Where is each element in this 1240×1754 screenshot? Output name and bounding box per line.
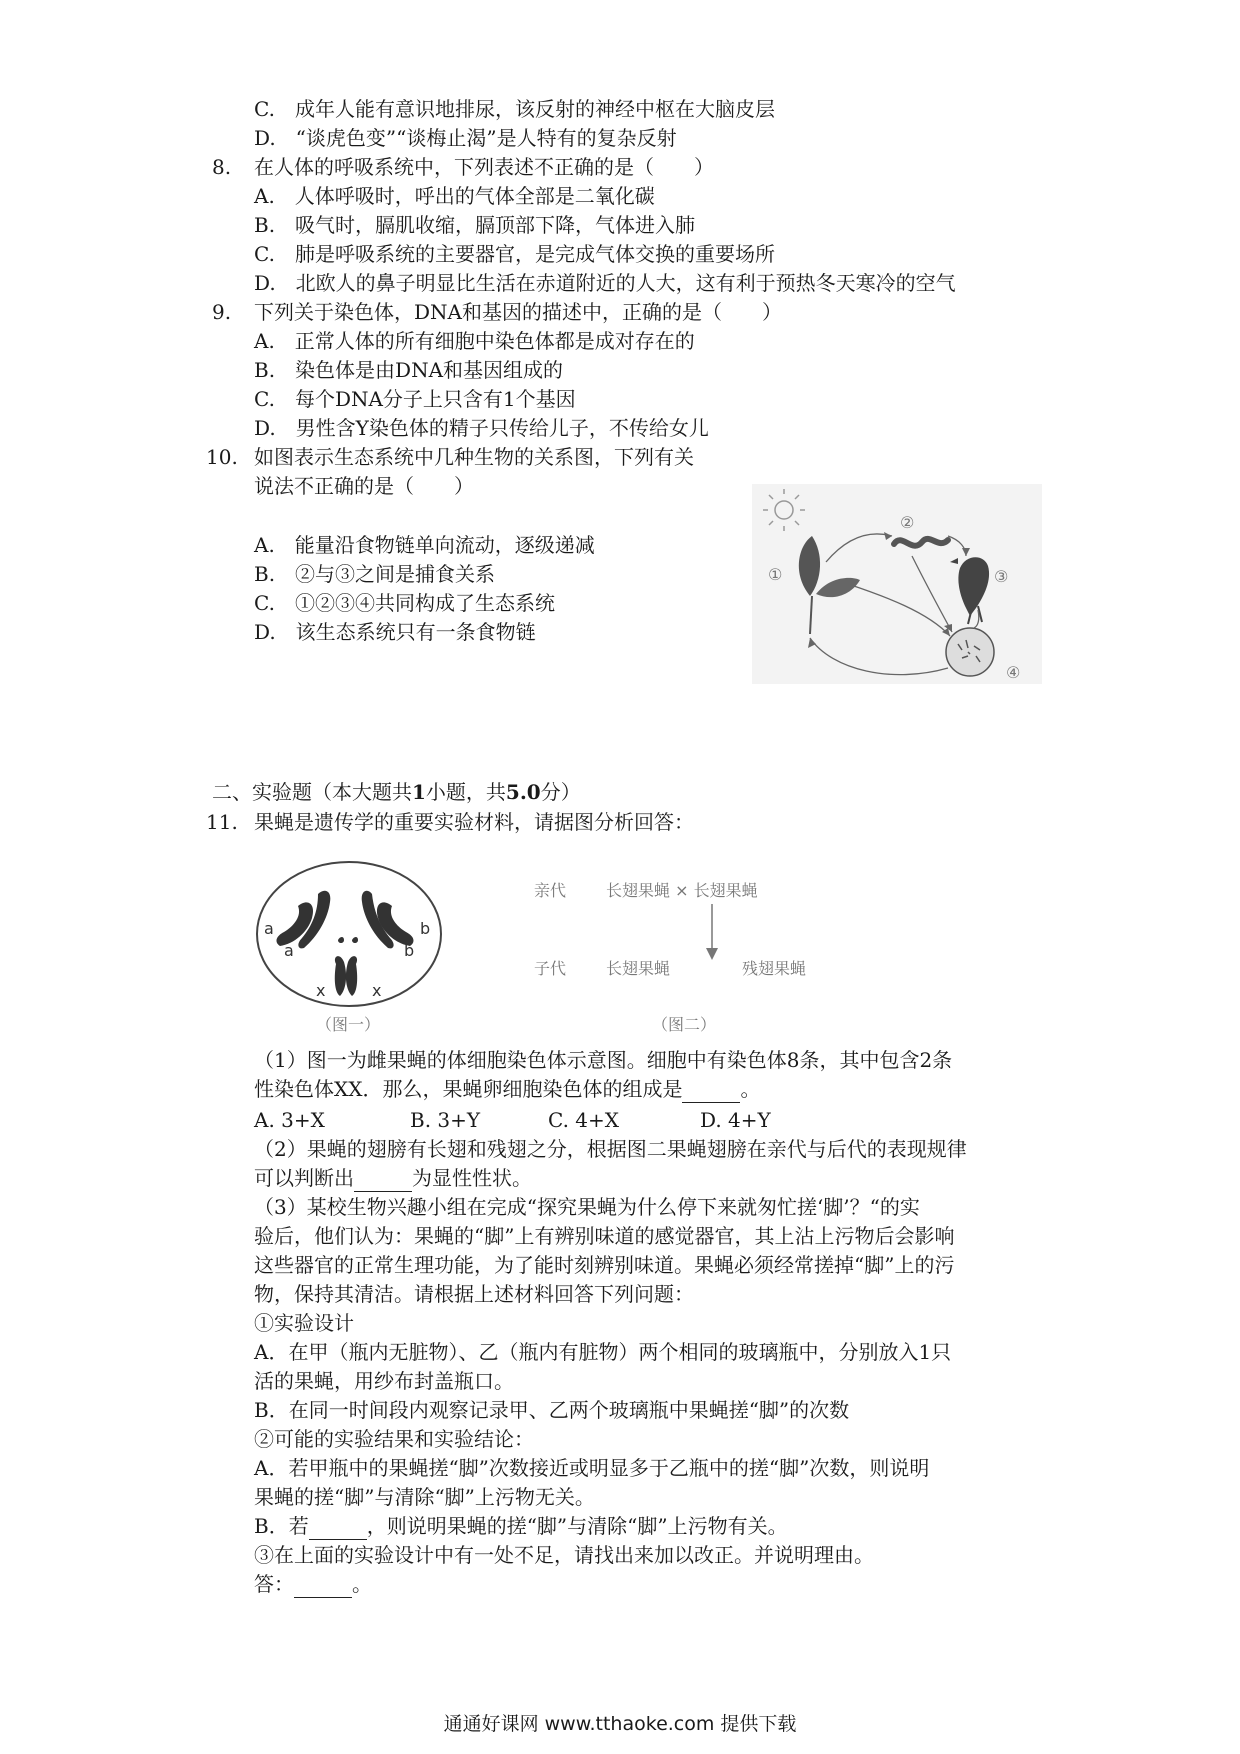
- choice-c: C. 4+X: [548, 1108, 620, 1132]
- choice-b: B. 3+Y: [410, 1108, 481, 1132]
- answer-blank-2[interactable]: [354, 1171, 412, 1192]
- section-question-count: 1: [412, 780, 426, 804]
- label-3: ③: [994, 567, 1009, 586]
- answer-prefix: 答：: [254, 1572, 294, 1596]
- q8-option-b: B. 吸气时，膈肌收缩，膈顶部下降，气体进入肺: [254, 213, 696, 237]
- q9-stem: 下列关于染色体，DNA和基因的描述中，正确的是（ ）: [254, 300, 782, 324]
- q10-option-a: A. 能量沿食物链单向流动，逐级递减: [254, 533, 595, 557]
- q11-part2-text: 可以判断出: [254, 1166, 354, 1190]
- q9-option-d: D. 男性含Y染色体的精子只传给儿子，不传给女儿: [254, 416, 709, 440]
- q8-stem: 在人体的呼吸系统中，下列表述不正确的是（ ）: [254, 155, 714, 179]
- design-a-line2: 活的果蝇，用纱布封盖瓶口。: [254, 1369, 514, 1393]
- offspring-vestigial-wing: 残翅果蝇: [742, 959, 807, 978]
- q8-option-c: C. 肺是呼吸系统的主要器官，是完成气体交换的重要场所: [254, 242, 775, 266]
- q11-number: 11.: [206, 810, 238, 834]
- section-heading-suffix: 分）: [540, 780, 581, 804]
- q8-option-a: A. 人体呼吸时，呼出的气体全部是二氧化碳: [254, 184, 655, 208]
- section-heading: [212, 778, 581, 806]
- result-b-text: B．若: [254, 1514, 309, 1538]
- section-heading-mid: 小题，共: [425, 780, 506, 804]
- q11-part1-line2: [254, 1075, 760, 1103]
- q10-stem-line1: 如图表示生态系统中几种生物的关系图，下列有关: [254, 445, 694, 469]
- q11-part3-line2: 验后，他们认为：果蝇的“脚”上有辨别味道的感觉器官，其上沾上污物后会影响: [254, 1224, 955, 1248]
- decomposer-icon: [946, 628, 994, 676]
- q10-stem-line2: 说法不正确的是（ ）: [254, 474, 474, 498]
- offspring-label: 子代: [534, 959, 567, 978]
- q9-option-b: B. 染色体是由DNA和基因组成的: [254, 358, 564, 382]
- result-a-line1: A．若甲瓶中的果蝇搓“脚”次数接近或明显多于乙瓶中的搓“脚”次数，则说明: [254, 1456, 930, 1480]
- q11-part1-line1: （1）图一为雌果蝇的体细胞染色体示意图。细胞中有染色体8条，其中包含2条: [254, 1048, 953, 1072]
- section-score: 5.0: [505, 780, 541, 804]
- figure-1-chromosomes: [254, 858, 444, 1036]
- parent-cross: 长翅果蝇 × 长翅果蝇: [606, 881, 758, 900]
- answer-end: 。: [352, 1572, 372, 1596]
- gene-label-a1: a: [264, 919, 274, 938]
- q10-option-c: C. ①②③④共同构成了生态系统: [254, 591, 555, 615]
- chromosome-label-x2: x: [372, 981, 382, 1000]
- chromosomes: [277, 891, 414, 996]
- q11-stem: 果蝇是遗传学的重要实验材料，请据图分析回答：: [254, 810, 694, 834]
- choice-a: A. 3+X: [254, 1108, 325, 1132]
- answer-line: [254, 1570, 372, 1598]
- q8-option-d: D. 北欧人的鼻子明显比生活在赤道附近的人大，这有利于预热冬天寒冷的空气: [254, 271, 956, 295]
- figure-2-caption: （图二）: [652, 1015, 717, 1034]
- parent-label: 亲代: [534, 881, 567, 900]
- q11-part1-text: 性染色体XX．那么，果蝇卵细胞染色体的组成是: [254, 1077, 683, 1101]
- q11-part2-line2: [254, 1164, 532, 1192]
- q10-number: 10.: [206, 445, 238, 469]
- result-title: ②可能的实验结果和实验结论：: [254, 1427, 534, 1451]
- q9-option-c: C. 每个DNA分子上只含有1个基因: [254, 387, 576, 411]
- improve-question: ③在上面的实验设计中有一处不足，请找出来加以改正。并说明理由。: [254, 1543, 874, 1567]
- q9-option-a: A. 正常人体的所有细胞中染色体都是成对存在的: [254, 329, 695, 353]
- ecosystem-diagram: [752, 484, 1042, 684]
- q9-number: 9.: [212, 300, 232, 324]
- q10-option-d: D. 该生态系统只有一条食物链: [254, 620, 536, 644]
- q11-part1-end: 。: [740, 1077, 761, 1101]
- answer-blank-1[interactable]: [682, 1082, 740, 1103]
- label-4: ④: [1006, 663, 1021, 682]
- label-2: ②: [900, 513, 915, 532]
- design-a-line1: A．在甲（瓶内无脏物）、乙（瓶内有脏物）两个相同的玻璃瓶中，分别放入1只: [254, 1340, 952, 1364]
- label-1: ①: [768, 565, 783, 584]
- section-heading-prefix: 二、实验题（本大题共: [212, 780, 412, 804]
- q10-option-b: B. ②与③之间是捕食关系: [254, 562, 496, 586]
- q11-part3-line4: 物，保持其清洁。请根据上述材料回答下列问题：: [254, 1282, 694, 1306]
- figure-2-cross: [520, 868, 840, 1036]
- answer-blank-4[interactable]: [294, 1577, 352, 1598]
- answer-blank-3[interactable]: [309, 1519, 367, 1540]
- gene-label-b1: b: [420, 919, 431, 938]
- q11-part2-end: 为显性性状。: [412, 1166, 532, 1190]
- cross-arrowhead: [706, 948, 718, 960]
- figure-1-caption: （图一）: [316, 1015, 381, 1034]
- q8-number: 8.: [212, 155, 232, 179]
- offspring-long-wing: 长翅果蝇: [606, 959, 671, 978]
- result-b-end: ，则说明果蝇的搓“脚”与清除“脚”上污物有关。: [366, 1514, 788, 1538]
- q11-part3-line3: 这些器官的正常生理功能，为了能时刻辨别味道。果蝇必须经常搓掉“脚”上的污: [254, 1253, 955, 1277]
- q7-option-d: D. “谈虎色变”“谈梅止渴”是人特有的复杂反射: [254, 126, 677, 150]
- gene-label-a2: a: [284, 941, 294, 960]
- q11-part3-line1: （3）某校生物兴趣小组在完成“探究果蝇为什么停下来就匆忙搓‘脚’？“的实: [254, 1195, 920, 1219]
- design-title: ①实验设计: [254, 1311, 354, 1335]
- result-b: [254, 1512, 788, 1540]
- chromosome-label-x1: x: [316, 981, 326, 1000]
- page-footer: 通通好课网 www.tthaoke.com 提供下载: [443, 1713, 797, 1735]
- q7-option-c: C. 成年人能有意识地排尿，该反射的神经中枢在大脑皮层: [254, 97, 775, 121]
- choice-d: D. 4+Y: [700, 1108, 771, 1132]
- design-b: B．在同一时间段内观察记录甲、乙两个玻璃瓶中果蝇搓“脚”的次数: [254, 1398, 850, 1422]
- gene-label-b2: b: [404, 941, 415, 960]
- result-a-line2: 果蝇的搓“脚”与清除“脚”上污物无关。: [254, 1485, 595, 1509]
- q11-part2-line1: （2）果蝇的翅膀有长翅和残翅之分，根据图二果蝇翅膀在亲代与后代的表现规律: [254, 1137, 967, 1161]
